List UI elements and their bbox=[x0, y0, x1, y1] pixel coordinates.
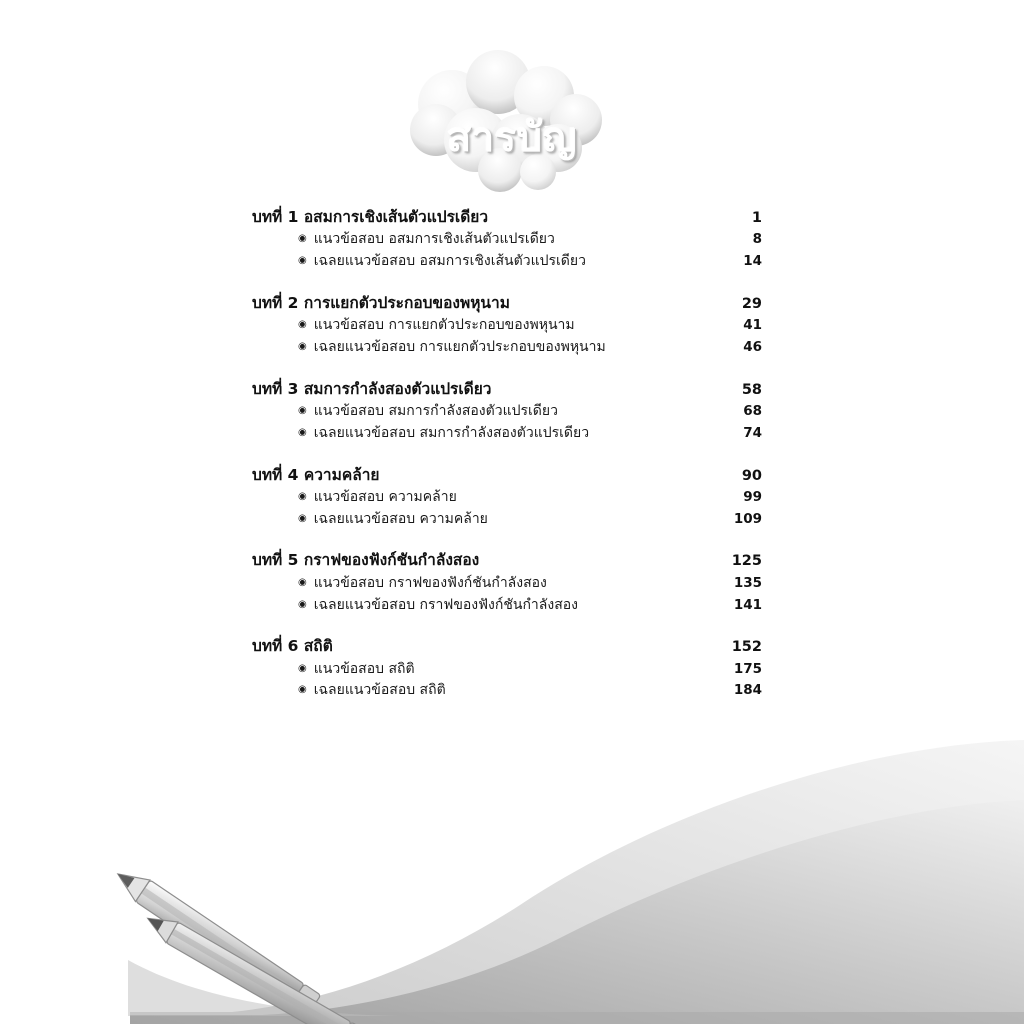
toc-item-page: 74 bbox=[743, 424, 762, 441]
toc-chapter-row[interactable] bbox=[252, 463, 762, 487]
bullet-icon: ◉ bbox=[298, 319, 307, 331]
toc-item-page: 14 bbox=[743, 253, 762, 270]
toc-item-label bbox=[298, 487, 457, 509]
toc-item-label bbox=[298, 315, 575, 337]
toc-item-page: 99 bbox=[743, 489, 762, 505]
toc-chapter-row[interactable] bbox=[252, 634, 762, 658]
bullet-icon: ◉ bbox=[298, 598, 307, 610]
toc-item-label bbox=[298, 423, 589, 445]
toc-item-row[interactable] bbox=[252, 423, 762, 445]
toc-item-page: 175 bbox=[733, 660, 762, 677]
toc-item-text: เฉลยแนวข้อสอบ สถิติ bbox=[313, 682, 446, 699]
toc-chapter bbox=[252, 377, 762, 445]
toc-chapter-page: 152 bbox=[731, 639, 762, 656]
toc-item-page: 109 bbox=[733, 510, 762, 527]
toc-chapter-page: 29 bbox=[741, 295, 762, 312]
toc-item-label bbox=[298, 659, 415, 681]
toc-chapter-label: บทที่ 5 กราฟของฟังก์ชันกำลังสอง bbox=[252, 551, 480, 570]
bullet-icon: ◉ bbox=[298, 426, 307, 438]
toc-chapter-page: 1 bbox=[751, 210, 762, 226]
bullet-icon: ◉ bbox=[298, 662, 307, 674]
toc-item-row[interactable] bbox=[252, 251, 762, 273]
toc-item-row[interactable] bbox=[252, 659, 762, 681]
bullet-icon: ◉ bbox=[298, 491, 307, 502]
toc-item-page: 68 bbox=[743, 403, 762, 420]
table-of-contents bbox=[252, 205, 762, 720]
toc-item-row[interactable] bbox=[252, 573, 762, 595]
toc-item-label bbox=[298, 251, 586, 273]
toc-chapter-row[interactable] bbox=[252, 548, 762, 572]
toc-item-page: 184 bbox=[733, 682, 762, 699]
toc-item-text: แนวข้อสอบ สถิติ bbox=[313, 660, 415, 677]
toc-item-text: เฉลยแนวข้อสอบ สมการกำลังสองตัวแปรเดียว bbox=[313, 424, 590, 441]
toc-chapter-page: 58 bbox=[741, 381, 762, 398]
toc-item-label bbox=[298, 337, 606, 359]
toc-item-text: เฉลยแนวข้อสอบ การแยกตัวประกอบของพหุนาม bbox=[313, 339, 606, 355]
toc-item-page: 41 bbox=[743, 317, 762, 334]
toc-item-label bbox=[298, 595, 578, 617]
toc-item-row[interactable] bbox=[252, 401, 762, 423]
toc-item-text: แนวข้อสอบ สมการกำลังสองตัวแปรเดียว bbox=[313, 403, 558, 420]
toc-item-row[interactable] bbox=[252, 595, 762, 617]
toc-chapter-row[interactable] bbox=[252, 291, 762, 315]
toc-chapter-label: บทที่ 6 สถิติ bbox=[252, 637, 333, 656]
page-title: สารบัญ bbox=[446, 115, 578, 161]
toc-item-text: แนวข้อสอบ การแยกตัวประกอบของพหุนาม bbox=[313, 317, 575, 334]
toc-chapter-label: บทที่ 2 การแยกตัวประกอบของพหุนาม bbox=[252, 293, 510, 312]
toc-chapter bbox=[252, 548, 762, 616]
toc-chapter-row[interactable] bbox=[252, 377, 762, 401]
toc-item-text: แนวข้อสอบ กราฟของฟังก์ชันกำลังสอง bbox=[313, 574, 547, 591]
bullet-icon: ◉ bbox=[298, 684, 307, 696]
toc-item-row[interactable] bbox=[252, 509, 762, 531]
bullet-icon: ◉ bbox=[298, 233, 307, 245]
toc-item-page: 141 bbox=[733, 596, 762, 613]
toc-item-text: แนวข้อสอบ ความคล้าย bbox=[313, 489, 457, 505]
toc-chapter bbox=[252, 463, 762, 531]
toc-chapter-label: บทที่ 1 อสมการเชิงเส้นตัวแปรเดียว bbox=[252, 208, 489, 226]
toc-chapter bbox=[252, 291, 762, 359]
toc-item-text: เฉลยแนวข้อสอบ ความคล้าย bbox=[313, 510, 488, 527]
toc-item-label bbox=[298, 401, 558, 423]
toc-item-label bbox=[298, 573, 547, 595]
toc-item-row[interactable] bbox=[252, 337, 762, 359]
bullet-icon: ◉ bbox=[298, 576, 307, 588]
toc-chapter-label: บทที่ 4 ความคล้าย bbox=[252, 465, 380, 484]
toc-chapter-label: บทที่ 3 สมการกำลังสองตัวแปรเดียว bbox=[252, 379, 492, 398]
bullet-icon: ◉ bbox=[298, 512, 307, 524]
bullet-icon: ◉ bbox=[298, 341, 307, 352]
toc-item-text: แนวข้อสอบ อสมการเชิงเส้นตัวแปรเดียว bbox=[313, 231, 555, 248]
toc-item-page: 8 bbox=[752, 231, 762, 248]
toc-chapter-page: 90 bbox=[741, 467, 762, 484]
page-title-block bbox=[0, 48, 1024, 208]
toc-item-row[interactable] bbox=[252, 229, 762, 251]
toc-item-row[interactable] bbox=[252, 680, 762, 702]
toc-item-page: 46 bbox=[743, 339, 762, 355]
toc-item-label bbox=[298, 509, 488, 531]
bullet-icon: ◉ bbox=[298, 255, 307, 267]
bullet-icon: ◉ bbox=[298, 405, 307, 417]
toc-item-row[interactable] bbox=[252, 315, 762, 337]
toc-item-page: 135 bbox=[733, 574, 762, 591]
toc-item-label bbox=[298, 680, 446, 702]
toc-chapter-row[interactable] bbox=[252, 205, 762, 229]
toc-chapter-page: 125 bbox=[731, 553, 762, 570]
toc-item-label bbox=[298, 229, 555, 251]
toc-item-row[interactable] bbox=[252, 487, 762, 509]
toc-chapter bbox=[252, 634, 762, 702]
toc-chapter bbox=[252, 205, 762, 273]
toc-item-text: เฉลยแนวข้อสอบ อสมการเชิงเส้นตัวแปรเดียว bbox=[313, 253, 586, 270]
toc-item-text: เฉลยแนวข้อสอบ กราฟของฟังก์ชันกำลังสอง bbox=[313, 596, 578, 613]
